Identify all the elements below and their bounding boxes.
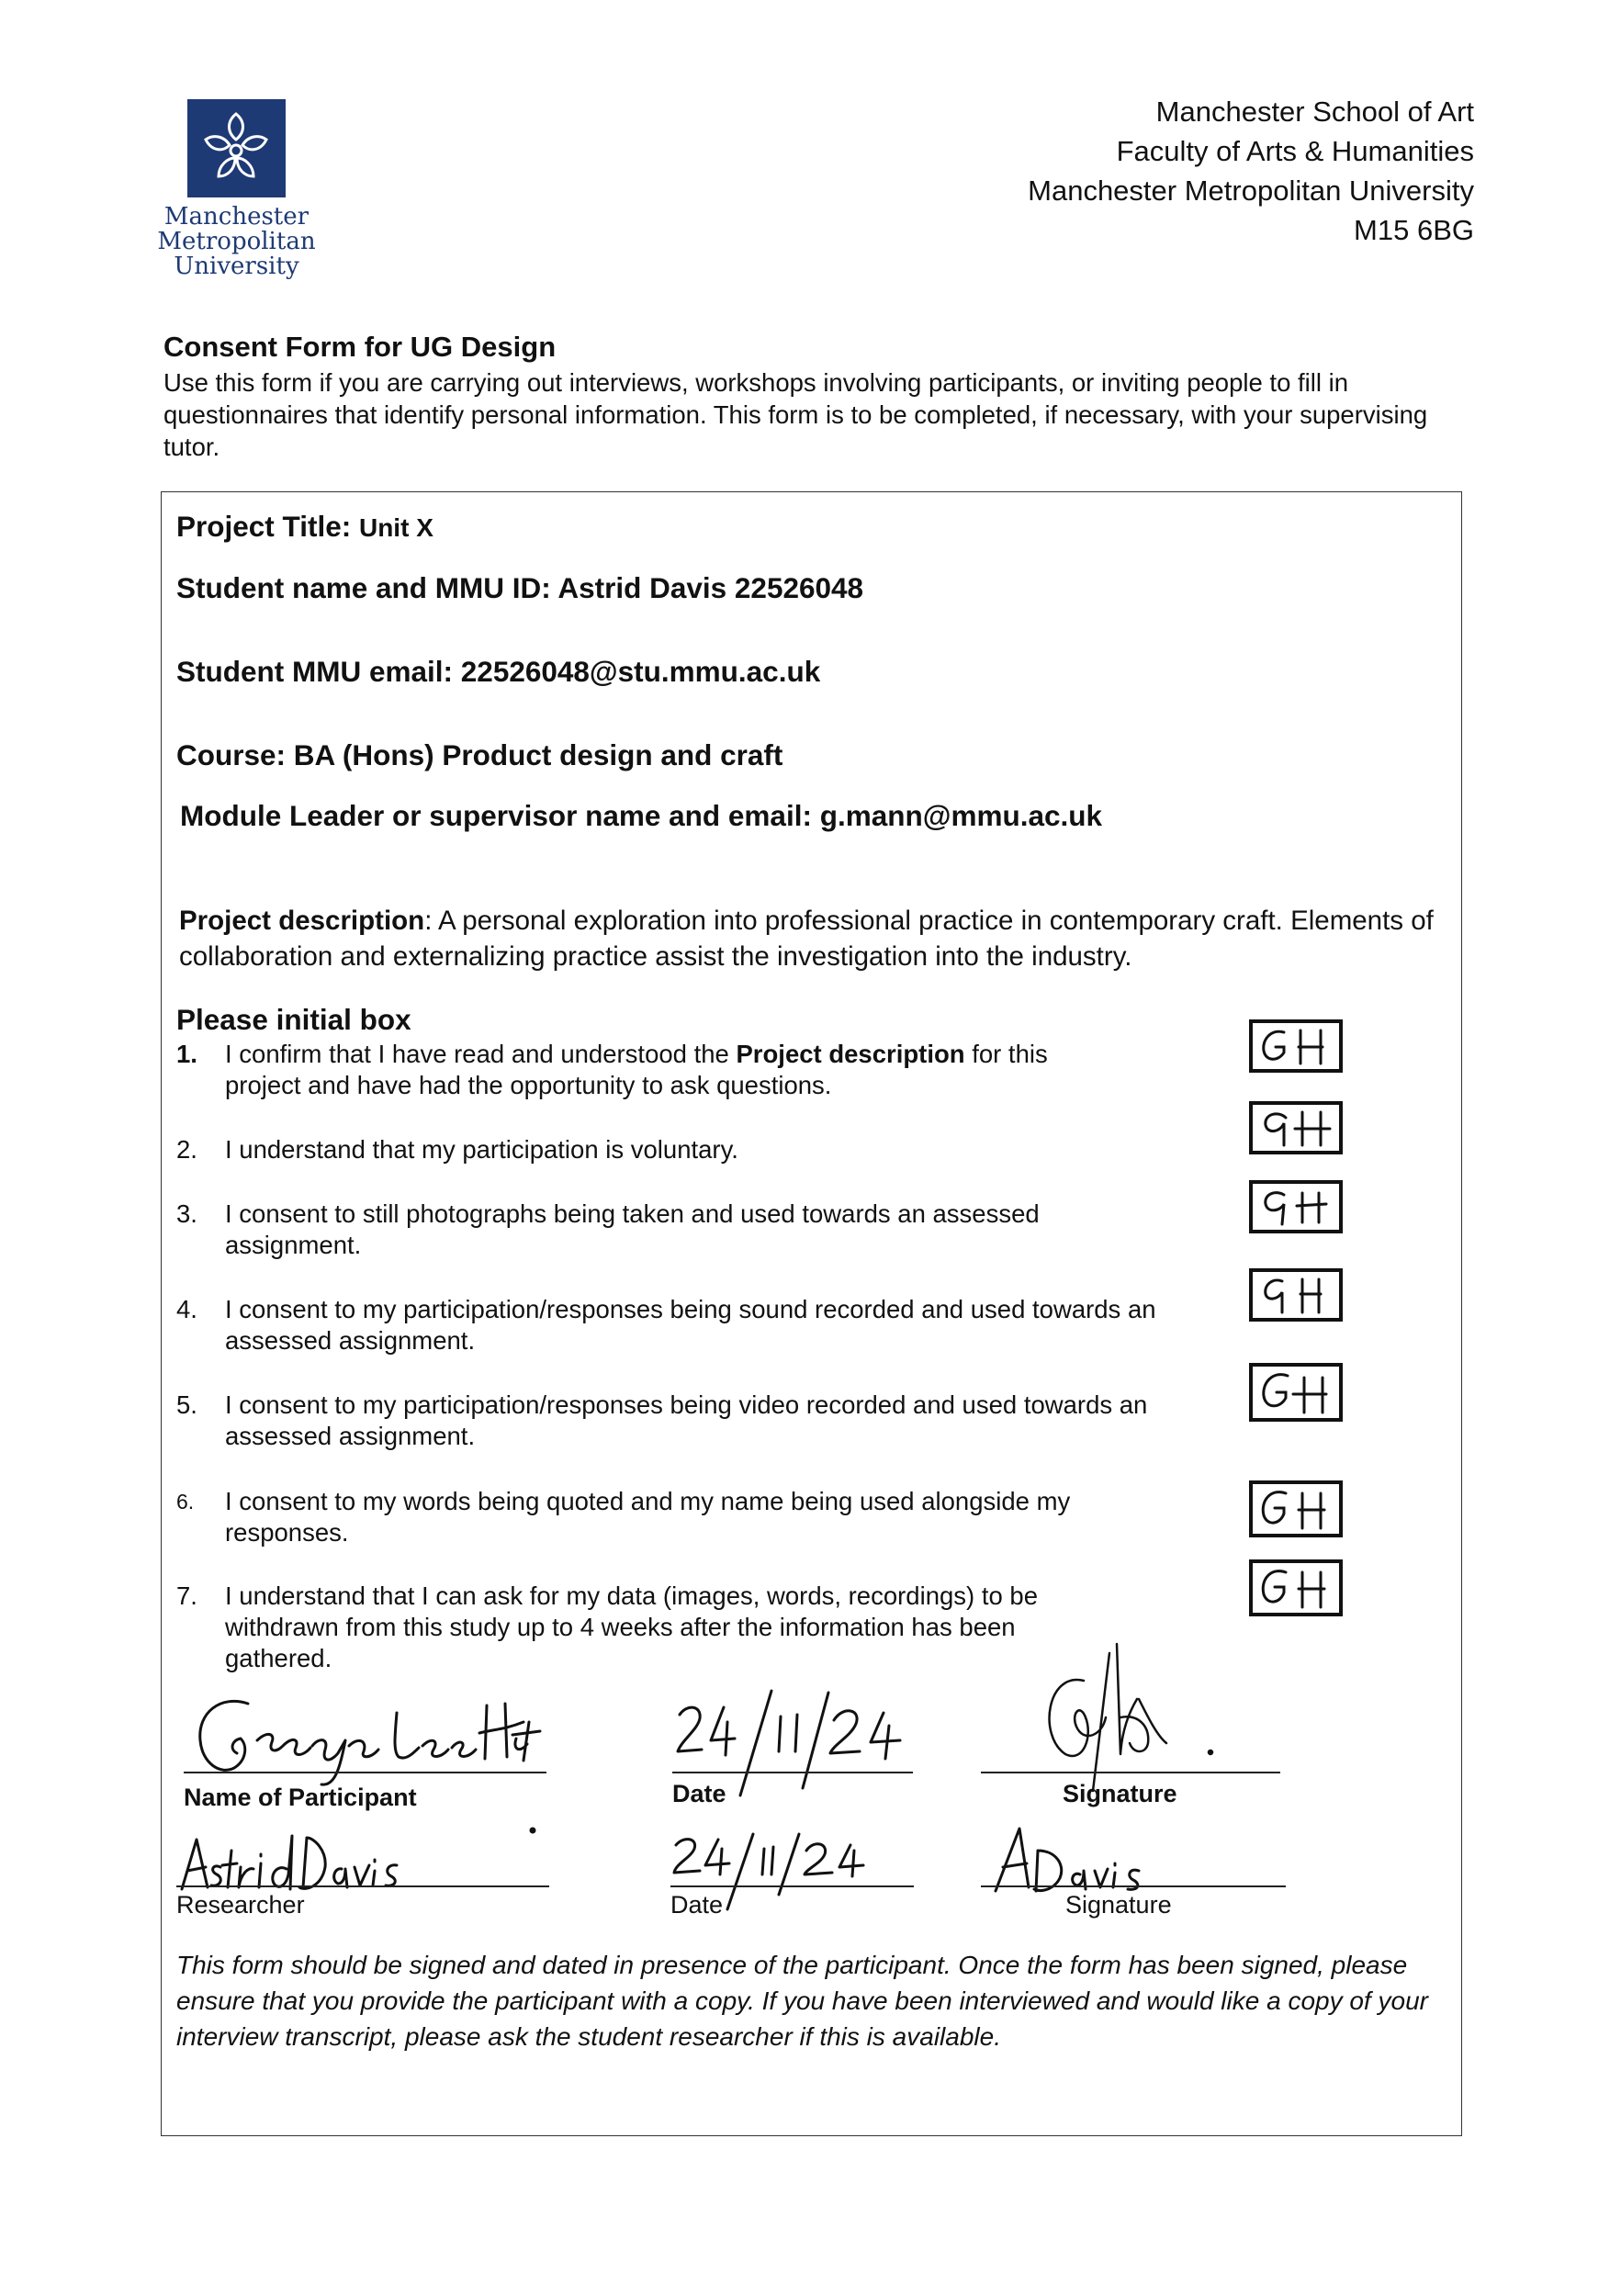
consent-item	[176, 1199, 1214, 1261]
participant-date-label: Date	[672, 1780, 726, 1807]
consent-item-text: I consent to my participation/responses being sound recorded and used towards an assessed assignment.	[225, 1295, 1156, 1355]
researcher-signature-label: Signature	[1065, 1891, 1172, 1919]
project-title-label: Project Title:	[176, 510, 352, 543]
researcher-name-label: Researcher	[176, 1891, 305, 1919]
handwritten-initials	[1253, 1023, 1339, 1069]
participant-name-line	[184, 1772, 546, 1773]
initial-box[interactable]	[1249, 1180, 1343, 1233]
handwritten-initials	[1253, 1105, 1339, 1151]
initial-box[interactable]	[1249, 1019, 1343, 1073]
course-label: Course:	[176, 738, 287, 771]
consent-item-text: I consent to still photographs being taken and used towards an assessed assignment.	[225, 1199, 1040, 1259]
participant-date-line	[672, 1772, 913, 1773]
supervisor-field	[180, 799, 1102, 833]
consent-item	[176, 1134, 1214, 1165]
logo-line: Metropolitan	[157, 228, 316, 255]
logo-line: Manchester	[163, 203, 310, 231]
consent-item	[176, 1039, 1214, 1101]
address-line: Manchester School of Art	[1155, 96, 1474, 128]
logo-line: University	[174, 253, 299, 280]
address-line: Faculty of Arts & Humanities	[1116, 135, 1474, 167]
consent-item-number: 4.	[176, 1295, 197, 1323]
project-description	[179, 903, 1447, 974]
email-field	[176, 655, 820, 689]
address-line: Manchester Metropolitan University	[1028, 174, 1474, 207]
initial-box[interactable]	[1249, 1480, 1343, 1537]
handwritten-initials	[1253, 1563, 1339, 1613]
consent-item	[176, 1390, 1214, 1452]
consent-item-text-bold: Project description	[736, 1040, 965, 1068]
consent-item-text: I understand that my participation is voluntary.	[225, 1135, 738, 1164]
handwritten-initials	[1253, 1484, 1339, 1534]
email-label: Student MMU email:	[176, 655, 454, 688]
consent-item-number: 5.	[176, 1390, 197, 1419]
consent-item	[176, 1486, 1214, 1548]
participant-name-label: Name of Participant	[184, 1784, 417, 1811]
initial-box[interactable]	[1249, 1101, 1343, 1154]
student-field	[176, 571, 863, 605]
consent-item-text: I consent to my participation/responses being video recorded and used towards an assessed assignment.	[225, 1390, 1148, 1450]
initial-box-heading: Please initial box	[176, 1003, 411, 1036]
initial-box[interactable]	[1249, 1268, 1343, 1322]
researcher-date-line	[670, 1885, 914, 1887]
form-footnote: This form should be signed and dated in presence of the participant. Once the form has been signed, please ensure that you provide the participant with a copy. If you have been interviewed and would like a copy of your interview transcript, please ask the student researcher if this is available.	[176, 1951, 1428, 2051]
student-value: Astrid Davis 22526048	[557, 571, 864, 604]
student-label: Student name and MMU ID:	[176, 571, 551, 604]
supervisor-value: g.mann@mmu.ac.uk	[819, 799, 1102, 832]
logo-wordmark	[156, 205, 317, 279]
logo-emblem-icon	[187, 99, 286, 197]
handwritten-initials	[1253, 1184, 1339, 1230]
course-field	[176, 738, 782, 772]
handwritten-initials	[1253, 1367, 1339, 1418]
handwritten-initials	[1253, 1272, 1339, 1318]
researcher-signature-line	[981, 1885, 1286, 1887]
participant-signature-line	[981, 1772, 1280, 1773]
description-label: Project description	[179, 906, 425, 936]
address-line: M15 6BG	[1354, 214, 1474, 246]
supervisor-label: Module Leader or supervisor name and email:	[180, 799, 812, 832]
consent-item-text-pre: I confirm that I have read and understood the	[225, 1040, 737, 1068]
participant-signature-label: Signature	[1063, 1780, 1177, 1807]
consent-item-text: I understand that I can ask for my data (images, words, recordings) to be withdrawn from this study up to 4 weeks after the information has been gathered.	[225, 1581, 1039, 1672]
initial-box[interactable]	[1249, 1559, 1343, 1616]
form-intro: Use this form if you are carrying out interviews, workshops involving participants, or inviting people to fill in questionnaires that identify personal information. This form is to be completed, if necessary, with your supervising tutor.	[163, 368, 1428, 461]
researcher-name-line	[176, 1885, 549, 1887]
consent-item-number: 1.	[176, 1040, 197, 1068]
consent-item-number: 2.	[176, 1135, 197, 1164]
description-text: : A personal exploration into professional practice in contemporary craft. Elements of collaboration and externalizing practice assist the investigation into the industry.	[179, 906, 1434, 972]
consent-item-number: 6.	[176, 1490, 195, 1514]
consent-item	[176, 1294, 1214, 1356]
consent-item-text	[225, 1039, 1052, 1101]
initial-box[interactable]	[1249, 1363, 1343, 1422]
consent-item-number: 7.	[176, 1581, 197, 1610]
project-title-field	[176, 510, 433, 544]
school-address	[1028, 92, 1474, 250]
form-title: Consent Form for UG Design	[163, 331, 557, 363]
researcher-date-label: Date	[670, 1891, 724, 1919]
consent-item-text: I consent to my words being quoted and my name being used alongside my responses.	[225, 1487, 1071, 1547]
consent-item-number: 3.	[176, 1199, 197, 1228]
project-title-value: Unit X	[358, 513, 433, 542]
researcher-name-handwriting	[176, 1823, 406, 1901]
university-logo	[156, 99, 317, 279]
course-value: BA (Hons) Product design and craft	[293, 738, 783, 771]
email-value: 22526048@stu.mmu.ac.uk	[460, 655, 821, 688]
consent-item-text-post: for this project and have had the opportunity to ask questions.	[225, 1040, 1048, 1099]
